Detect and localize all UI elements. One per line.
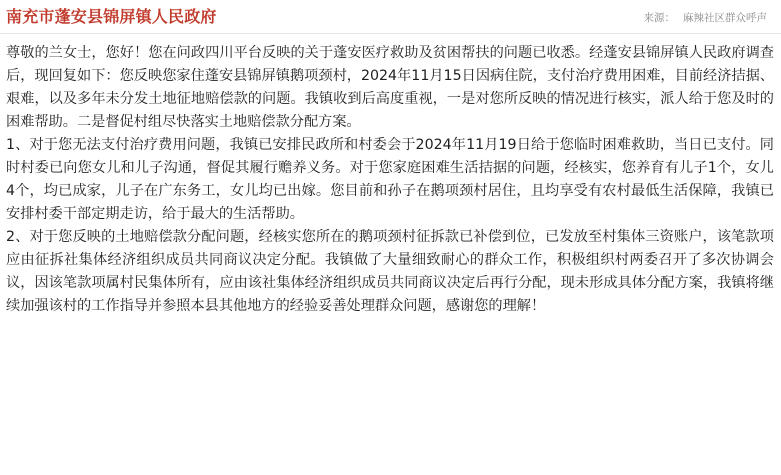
reply-paragraph-2: 2、对于您反映的土地赔偿款分配问题，经核实您所在的鹅项颈村征拆款已补偿到位，已发放至村集体三资账户，该笔款项应由征拆社集体经济组织成员共同商议决定分配。我镇做了大量细致耐心的群众工作，积极组织村两委召开了多次协调会议，因该笔款项属村民集体所有，应由该社集体经济组织成员共同商议决定后再行分配，现未形成具体分配方案，我镇将继续加强该村的工作指导并参照本县其他地方的经验妥善处理群众问题，感谢您的理解！ <box>6 229 774 314</box>
page-title: 南充市蓬安县锦屏镇人民政府 <box>6 7 217 26</box>
header <box>0 0 781 34</box>
source-label: 来源： <box>643 12 675 24</box>
reply-paragraph-intro: 尊敬的兰女士，您好！您在问政四川平台反映的关于蓬安医疗救助及贫困帮扶的问题已收悉。经蓬安县锦屏镇人民政府调查后，现回复如下：您反映您家住蓬安县锦屏镇鹅项颈村，2024年11月15日因病住院，支付治疗费用困难，目前经济拮据、艰难，以及多年未分发土地征地赔偿款的问题。我镇收到后高度重视，一是对您所反映的情况进行核实，派人给于您及时的困难帮助。二是督促村组尽快落实土地赔偿款分配方案。 <box>6 45 774 130</box>
source-info <box>644 11 768 25</box>
reply-paragraph-1: 1、对于您无法支付治疗费用问题，我镇已安排民政所和村委会于2024年11月19日给于您临时困难救助，当日已支付。同时村委已向您女儿和儿子沟通，督促其履行赡养义务。对于您家庭困难生活拮据的问题，经核实，您养育有儿子1个，女儿4个，均已成家，儿子在广东务工，女儿均已出嫁。您目前和孙子在鹅项颈村居住，且均享受有农村最低生活保障，我镇已安排村委干部定期走访，给于最大的生活帮助。 <box>6 137 774 222</box>
reply-content <box>6 42 774 318</box>
source-link[interactable]: 麻辣社区群众呼声 <box>683 12 767 24</box>
